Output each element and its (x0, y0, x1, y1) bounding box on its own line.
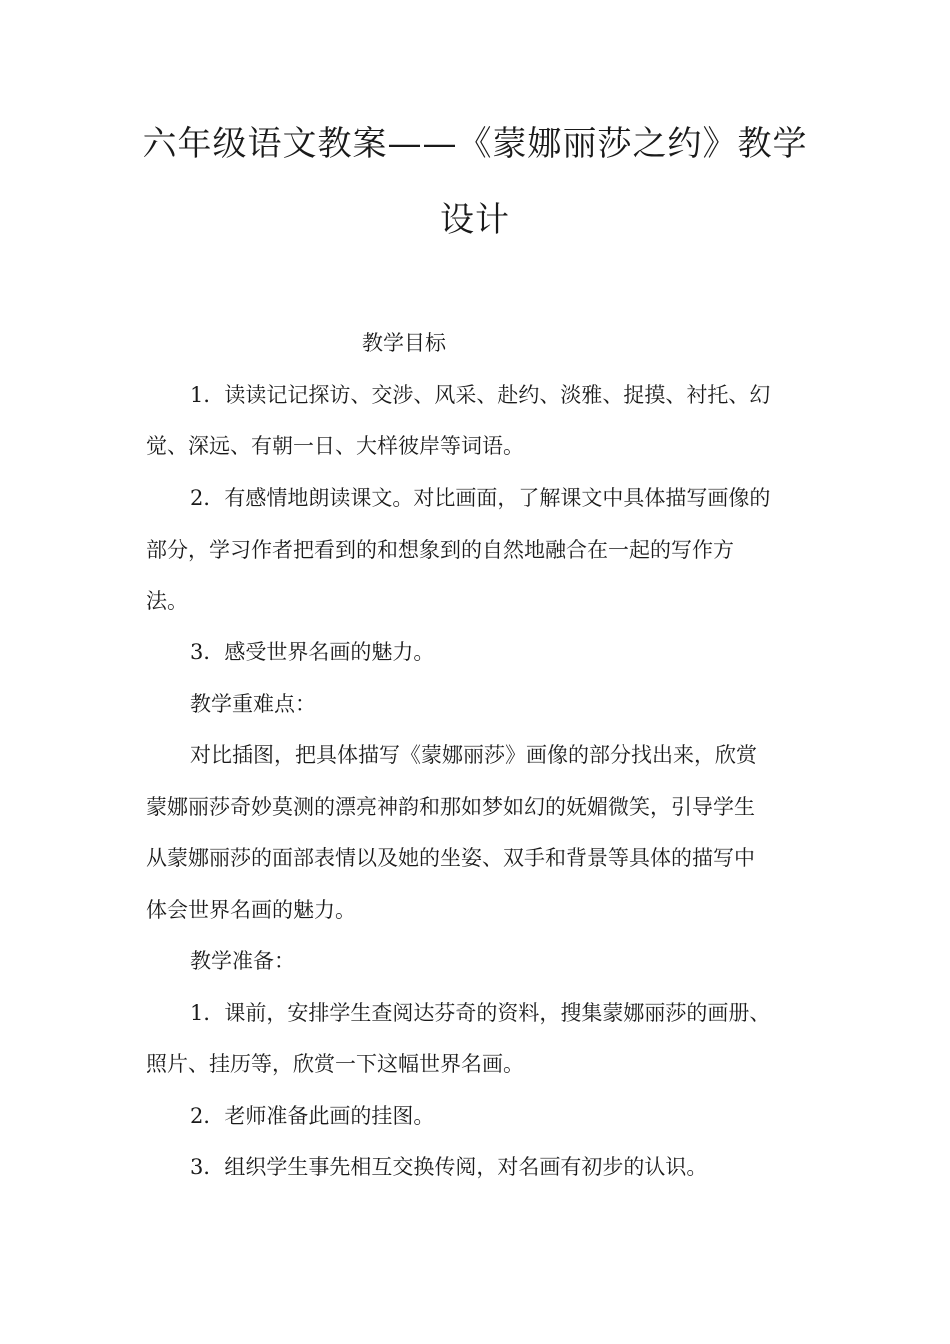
document-title-line-2: 设计 (440, 200, 510, 240)
key-points-heading: 教学重难点： (190, 692, 316, 716)
objective-1-line-2: 觉、深远、有朝一日、大样彼岸等词语。 (146, 434, 524, 458)
preparation-1-line-1: 1．课前，安排学生查阅达芬奇的资料，搜集蒙娜丽莎的画册、 (190, 1001, 771, 1025)
objective-2-line-2: 部分，学习作者把看到的和想象到的自然地融合在一起的写作方 (146, 538, 734, 562)
preparation-1-line-2: 照片、挂历等，欣赏一下这幅世界名画。 (146, 1052, 524, 1076)
preparation-heading: 教学准备： (190, 949, 295, 973)
objectives-heading: 教学目标 (362, 331, 446, 355)
objective-2-line-1: 2．有感情地朗读课文。对比画面，了解课文中具体描写画像的 (190, 486, 771, 510)
key-points-line-2: 蒙娜丽莎奇妙莫测的漂亮神韵和那如梦如幻的妩媚微笑，引导学生 (146, 795, 755, 819)
objective-1-line-1: 1．读读记记探访、交涉、风采、赴约、淡雅、捉摸、衬托、幻 (190, 383, 771, 407)
key-points-line-3: 从蒙娜丽莎的面部表情以及她的坐姿、双手和背景等具体的描写中 (146, 846, 755, 870)
key-points-line-1: 对比插图，把具体描写《蒙娜丽莎》画像的部分找出来，欣赏 (190, 743, 757, 767)
preparation-2-line-1: 2．老师准备此画的挂图。 (190, 1104, 435, 1128)
objective-2-line-3: 法。 (146, 589, 188, 613)
document-title-line-1: 六年级语文教案——《蒙娜丽莎之约》教学 (142, 124, 808, 164)
preparation-3-line-1: 3．组织学生事先相互交换传阅，对名画有初步的认识。 (190, 1155, 708, 1179)
key-points-line-4: 体会世界名画的魅力。 (146, 898, 356, 922)
objective-3-line-1: 3．感受世界名画的魅力。 (190, 640, 435, 664)
